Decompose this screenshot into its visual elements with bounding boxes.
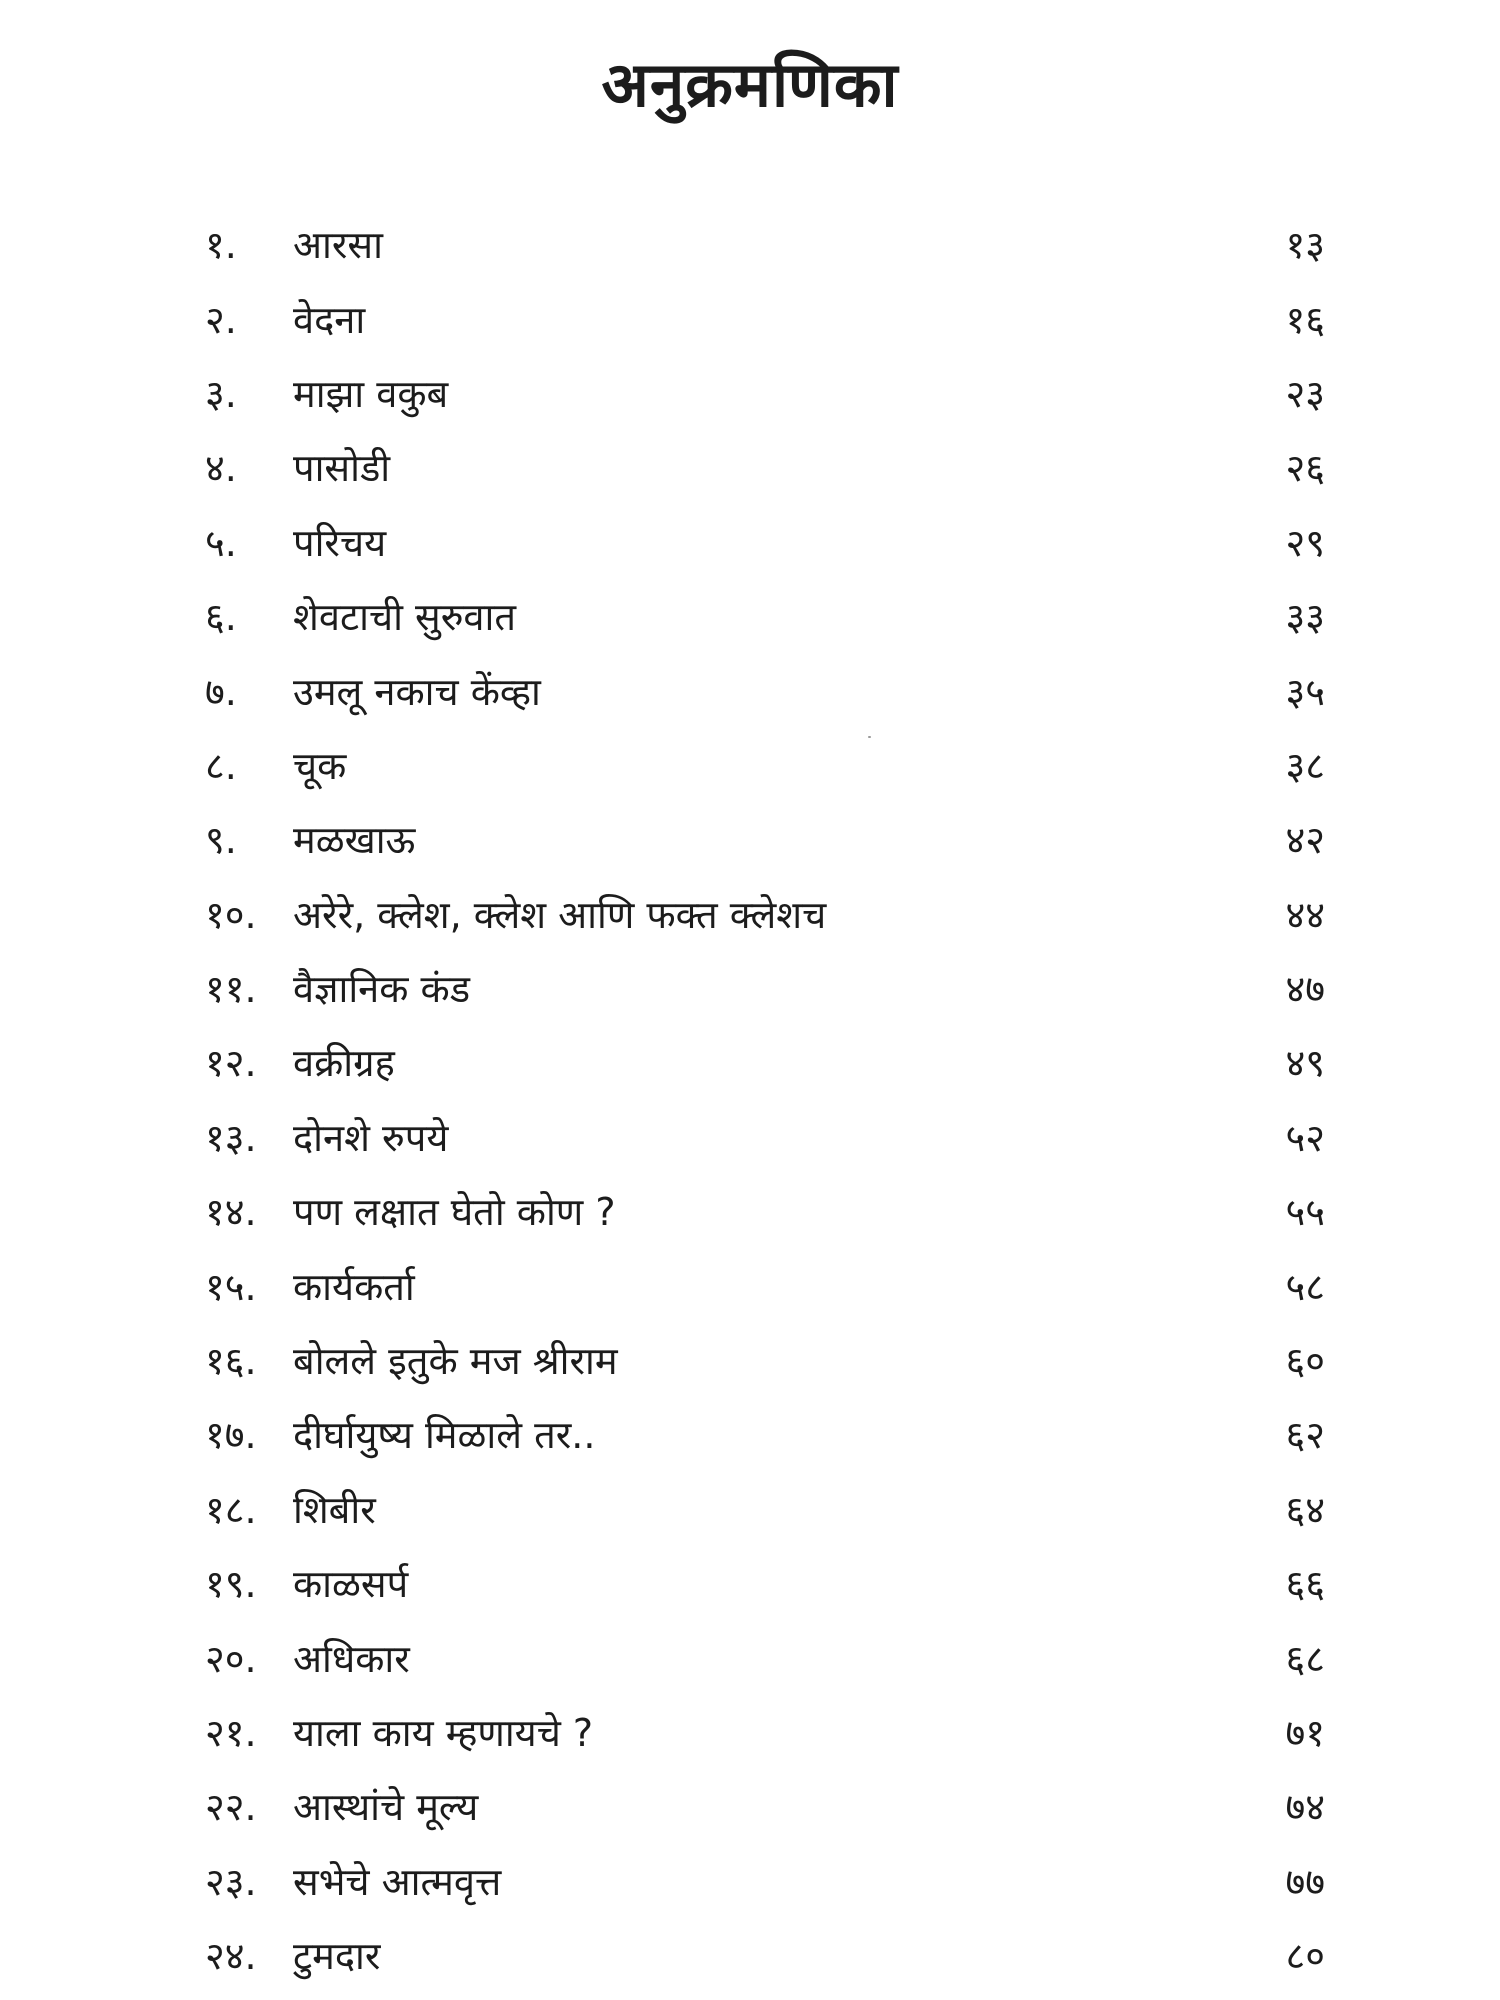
entry-title: वेदना — [293, 297, 366, 342]
entry-page-number: ४४ — [1285, 892, 1325, 937]
entry-number: १४. — [205, 1190, 257, 1235]
entry-number: १२. — [205, 1041, 257, 1086]
entry-number: २४. — [205, 1934, 257, 1979]
entry-page-number: ५८ — [1285, 1264, 1325, 1309]
entry-title: सभेचे आत्मवृत्त — [293, 1859, 502, 1904]
entry-page-number: २६ — [1285, 446, 1325, 491]
page-title: अनुक्रमणिका — [601, 48, 899, 121]
entry-title: आरसा — [293, 223, 383, 268]
entry-number: १९. — [205, 1562, 257, 1607]
entry-page-number: ८० — [1285, 1934, 1325, 1979]
table-of-contents — [205, 207, 1325, 1992]
entry-number: २१. — [205, 1711, 257, 1755]
toc-entry — [205, 1323, 1325, 1397]
toc-entry — [205, 1620, 1325, 1694]
entry-page-number: ६२ — [1285, 1413, 1325, 1458]
toc-entry — [205, 877, 1325, 951]
toc-entry — [205, 1769, 1325, 1843]
entry-number: १५. — [205, 1264, 257, 1309]
entry-number: १. — [205, 223, 237, 268]
entry-page-number: ६६ — [1285, 1562, 1325, 1607]
entry-title: चूक — [293, 743, 347, 788]
entry-title: वैज्ञानिक कंड — [293, 967, 471, 1012]
entry-title: शिबीर — [293, 1487, 376, 1532]
toc-entry — [205, 1397, 1325, 1471]
entry-title: टुमदार — [293, 1934, 381, 1979]
entry-page-number: ४२ — [1285, 818, 1325, 863]
entry-page-number: १६ — [1285, 297, 1325, 342]
entry-title: अरेरे, क्लेश, क्लेश आणि फक्त क्लेशच — [293, 892, 827, 937]
entry-page-number: ७१ — [1285, 1711, 1325, 1755]
toc-entry — [205, 1546, 1325, 1620]
toc-entry — [205, 281, 1325, 355]
toc-entry — [205, 1472, 1325, 1546]
toc-entry — [205, 430, 1325, 504]
toc-entry — [205, 653, 1325, 727]
entry-number: १०. — [205, 892, 257, 937]
entry-number: ६. — [205, 595, 237, 640]
entry-page-number: ४९ — [1285, 1041, 1325, 1086]
toc-entry — [205, 505, 1325, 579]
entry-number: ८. — [205, 743, 237, 788]
toc-entry — [205, 1844, 1325, 1918]
entry-number: ७. — [205, 669, 237, 714]
entry-page-number: ५५ — [1285, 1190, 1325, 1235]
entry-page-number: ६० — [1285, 1339, 1325, 1384]
entry-number: ५. — [205, 520, 237, 565]
entry-title: अधिकार — [293, 1636, 410, 1681]
entry-number: १८. — [205, 1487, 257, 1532]
entry-number: ४. — [205, 446, 237, 491]
entry-number: २०. — [205, 1636, 257, 1681]
entry-number: ११. — [205, 967, 257, 1012]
entry-page-number: ७४ — [1285, 1785, 1325, 1830]
entry-page-number: २९ — [1285, 520, 1325, 565]
entry-page-number: ३८ — [1285, 743, 1325, 788]
entry-title: मळखाऊ — [293, 818, 416, 863]
entry-title: वक्रीग्रह — [293, 1041, 395, 1086]
entry-title: शेवटाची सुरुवात — [293, 595, 517, 640]
entry-page-number: ७७ — [1285, 1859, 1325, 1904]
entry-page-number: २३ — [1285, 371, 1325, 416]
entry-title: कार्यकर्ता — [293, 1264, 415, 1309]
entry-page-number: ४७ — [1285, 967, 1325, 1012]
toc-entry — [205, 1025, 1325, 1099]
entry-title: माझा वकुब — [293, 371, 449, 416]
entry-number: १७. — [205, 1413, 257, 1458]
entry-title: आस्थांचे मूल्य — [293, 1785, 479, 1830]
entry-page-number: ६४ — [1285, 1487, 1325, 1532]
paper-speck — [868, 736, 871, 738]
entry-page-number: ३५ — [1285, 669, 1325, 714]
toc-entry — [205, 1174, 1325, 1248]
entry-title: उमलू नकाच केंव्हा — [293, 669, 541, 714]
entry-title: काळसर्प — [293, 1562, 409, 1607]
entry-number: २. — [205, 297, 237, 342]
toc-entry — [205, 579, 1325, 653]
entry-title: बोलले इतुके मज श्रीराम — [293, 1339, 618, 1384]
toc-entry — [205, 207, 1325, 281]
toc-entry — [205, 1918, 1325, 1992]
entry-number: ९. — [205, 818, 237, 863]
entry-number: १६. — [205, 1339, 257, 1384]
entry-title: दोनशे रुपये — [293, 1115, 449, 1160]
toc-entry — [205, 951, 1325, 1025]
entry-title: दीर्घायुष्य मिळाले तर.. — [293, 1413, 596, 1458]
entry-page-number: ६८ — [1285, 1636, 1325, 1681]
toc-entry — [205, 728, 1325, 802]
entry-page-number: ५२ — [1285, 1115, 1325, 1160]
toc-entry — [205, 1695, 1325, 1769]
entry-title: परिचय — [293, 520, 387, 565]
entry-title: पण लक्षात घेतो कोण ? — [293, 1190, 616, 1235]
entry-number: ३. — [205, 371, 237, 416]
entry-title: याला काय म्हणायचे ? — [293, 1711, 594, 1755]
toc-entry — [205, 1100, 1325, 1174]
entry-title: पासोडी — [293, 446, 391, 491]
entry-page-number: १३ — [1285, 223, 1325, 268]
toc-entry — [205, 356, 1325, 430]
entry-number: १३. — [205, 1115, 257, 1160]
entry-number: २३. — [205, 1859, 257, 1904]
entry-number: २२. — [205, 1785, 257, 1830]
toc-entry — [205, 1248, 1325, 1322]
toc-entry — [205, 802, 1325, 876]
entry-page-number: ३३ — [1285, 595, 1325, 640]
